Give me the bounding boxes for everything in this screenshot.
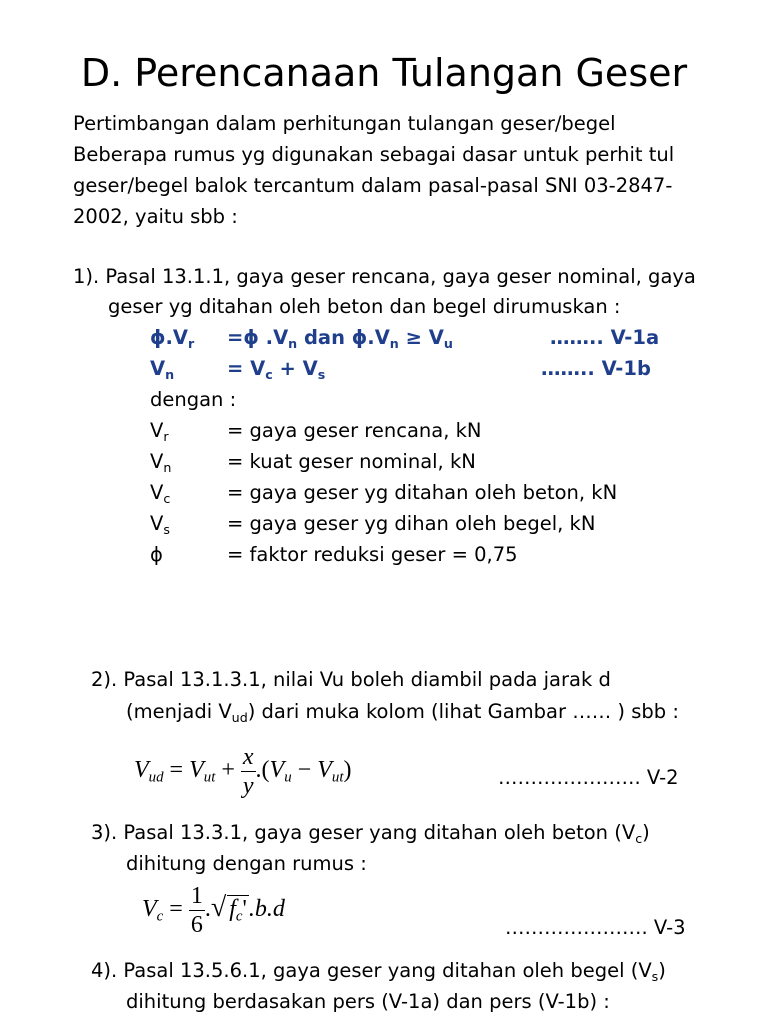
formula-v2-ref: …………………. V-2 [498, 766, 679, 789]
equation-v1a-rhs: =ϕ $.V_n$ dan $\phi.V_n \ge V_u$ [227, 326, 453, 351]
item3-line1: 3). Pasal 13.3.1, gaya geser yang ditahan oleh beton $(V_c)$ [91, 821, 650, 846]
item3-line2: dihitung dengan rumus : [126, 852, 367, 875]
item1-line1: 1). Pasal 13.1.1, gaya geser rencana, gaya geser nominal, gaya [73, 265, 696, 288]
page-title: D. Perencanaan Tulangan Geser [80, 51, 688, 95]
def-description: = faktor reduksi geser = 0,75 [227, 543, 518, 566]
equation-v1a-lhs: $\phi.V_r$ [150, 326, 195, 351]
fraction-one-sixth: $\frac{1}{6}$ [190, 883, 203, 938]
equation-v1a-ref: …….. V-1a [550, 326, 660, 349]
equation-v1b-rhs: = $V_c + V_s$ [227, 357, 326, 382]
formula-v2: $V_{ud} = V_{ut}$ + $\frac{x}{y}$ $.(V_u - V_{ut})$ [134, 744, 352, 799]
item4-line1: 4). Pasal 13.5.6.1, gaya geser yang ditahan oleh begel $(V_s)$ [91, 959, 666, 984]
intro-line: 2002, yaitu sbb : [73, 205, 238, 228]
item2-line1: 2). Pasal 13.1.3.1, nilai Vu boleh diambil pada jarak d [91, 668, 611, 691]
def-symbol: ϕ [150, 543, 163, 566]
intro-line: geser/begel balok tercantum dalam pasal-pasal SNI 03-2847- [73, 174, 673, 197]
intro-paragraph [73, 108, 674, 232]
def-symbol: $V_c$ [150, 481, 171, 506]
equation-v1b-ref: …….. V-1b [541, 357, 651, 380]
def-description: = gaya geser rencana, kN [227, 419, 482, 442]
item2-line2: (menjadi $V_{ud}$) dari muka kolom (lihat Gambar …… ) sbb : [126, 700, 679, 725]
intro-line: Beberapa rumus yg digunakan sebagai dasar untuk perhit tul [73, 143, 675, 166]
intro-line: Pertimbangan dalam perhitungan tulangan geser/begel [73, 112, 616, 135]
item4-line2: dihitung berdasakan pers (V-1a) dan pers (V-1b) : [126, 990, 610, 1013]
def-symbol: $V_n$ [150, 450, 172, 475]
def-description: = gaya geser yg dihan oleh begel, kN [227, 512, 596, 535]
def-symbol: $V_s$ [150, 512, 170, 537]
def-symbol: $V_r$ [150, 419, 169, 444]
def-description: = kuat geser nominal, kN [227, 450, 476, 473]
equation-v1b-lhs: $V_n$ [150, 357, 175, 382]
square-root-icon: √ [210, 892, 227, 924]
formula-v3-ref: …………………. V-3 [505, 916, 686, 939]
item1-line2: geser yg ditahan oleh beton dan begel dirumuskan : [108, 295, 621, 318]
formula-v3: $V_c$ = $\frac{1}{6}$ .√ $f_c'.b.d$ [142, 883, 285, 938]
def-description: = gaya geser yg ditahan oleh beton, kN [227, 481, 618, 504]
fraction-x-over-y: $\frac{x}{y}$ [242, 744, 254, 799]
dengan-label: dengan : [150, 388, 237, 411]
